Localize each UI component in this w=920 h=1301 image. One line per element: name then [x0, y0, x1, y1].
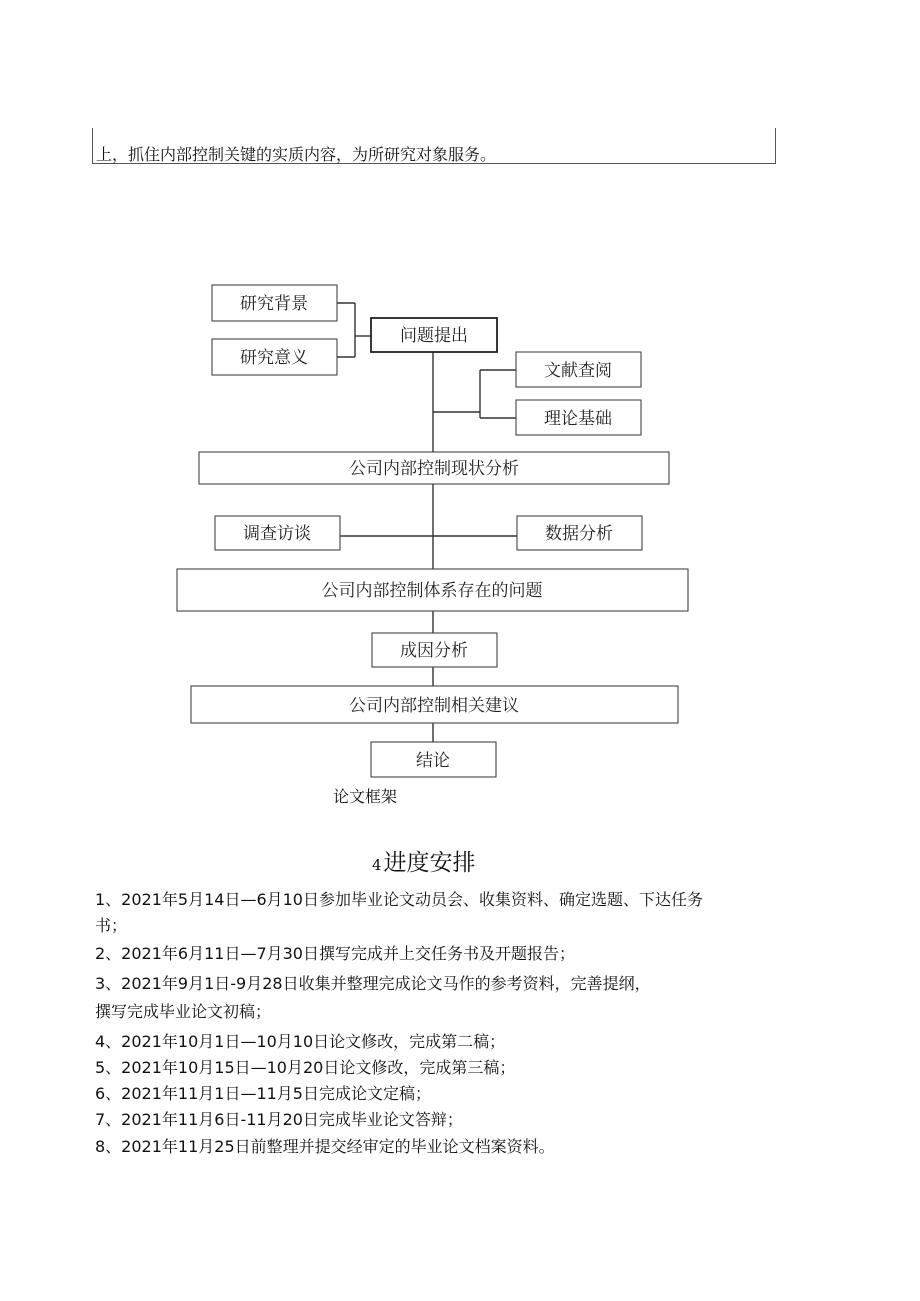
schedule-line: 8、2021年11月25日前整理并提交经审定的毕业论文档案资料。: [95, 1137, 555, 1156]
node-survey-interview: 调查访谈: [243, 524, 311, 544]
node-cause-analysis: 成因分析: [400, 641, 468, 661]
node-conclusion: 结论: [416, 751, 450, 771]
node-recommendations: 公司内部控制相关建议: [349, 696, 519, 716]
schedule-line: 书；: [95, 916, 128, 935]
schedule-line: 7、2021年11月6日-11月20日完成毕业论文答辩；: [95, 1110, 463, 1129]
figure-caption: 论文框架: [333, 787, 398, 806]
body-text-line: 上，抓住内部控制关键的实质内容，为所研究对象服务。: [96, 145, 497, 164]
schedule-line: 1、2021年5月14日—6月10日参加毕业论文动员会、收集资料、确定选题、下达任务: [95, 890, 703, 909]
section-title-text: 进度安排: [383, 850, 476, 876]
node-research-significance: 研究意义: [240, 348, 308, 368]
schedule-line: 撰写完成毕业论文初稿；: [95, 1002, 272, 1021]
schedule-line: 2、2021年6月11日—7月30日撰写完成并上交任务书及开题报告；: [95, 944, 575, 963]
node-research-background: 研究背景: [240, 294, 308, 314]
node-data-analysis: 数据分析: [545, 524, 613, 544]
schedule-line: 6、2021年11月1日—11月5日完成论文定稿；: [95, 1084, 431, 1103]
schedule-line: 4、2021年10月1日—10月10日论文修改，完成第二稿；: [95, 1032, 506, 1051]
node-status-analysis: 公司内部控制现状分析: [349, 459, 519, 479]
node-theoretical-basis: 理论基础: [544, 409, 612, 429]
node-system-problems: 公司内部控制体系存在的问题: [321, 581, 543, 601]
schedule-line: 3、2021年9月1日-9月28日收集并整理完成论文马作的参考资料，完善提纲，: [95, 974, 651, 993]
node-problem-statement: 问题提出: [400, 326, 468, 346]
node-literature-review: 文献查阅: [544, 361, 612, 381]
section-heading: [372, 844, 476, 877]
schedule-line: 5、2021年10月15日—10月20日论文修改，完成第三稿；: [95, 1058, 516, 1077]
section-number: 4: [372, 856, 382, 874]
